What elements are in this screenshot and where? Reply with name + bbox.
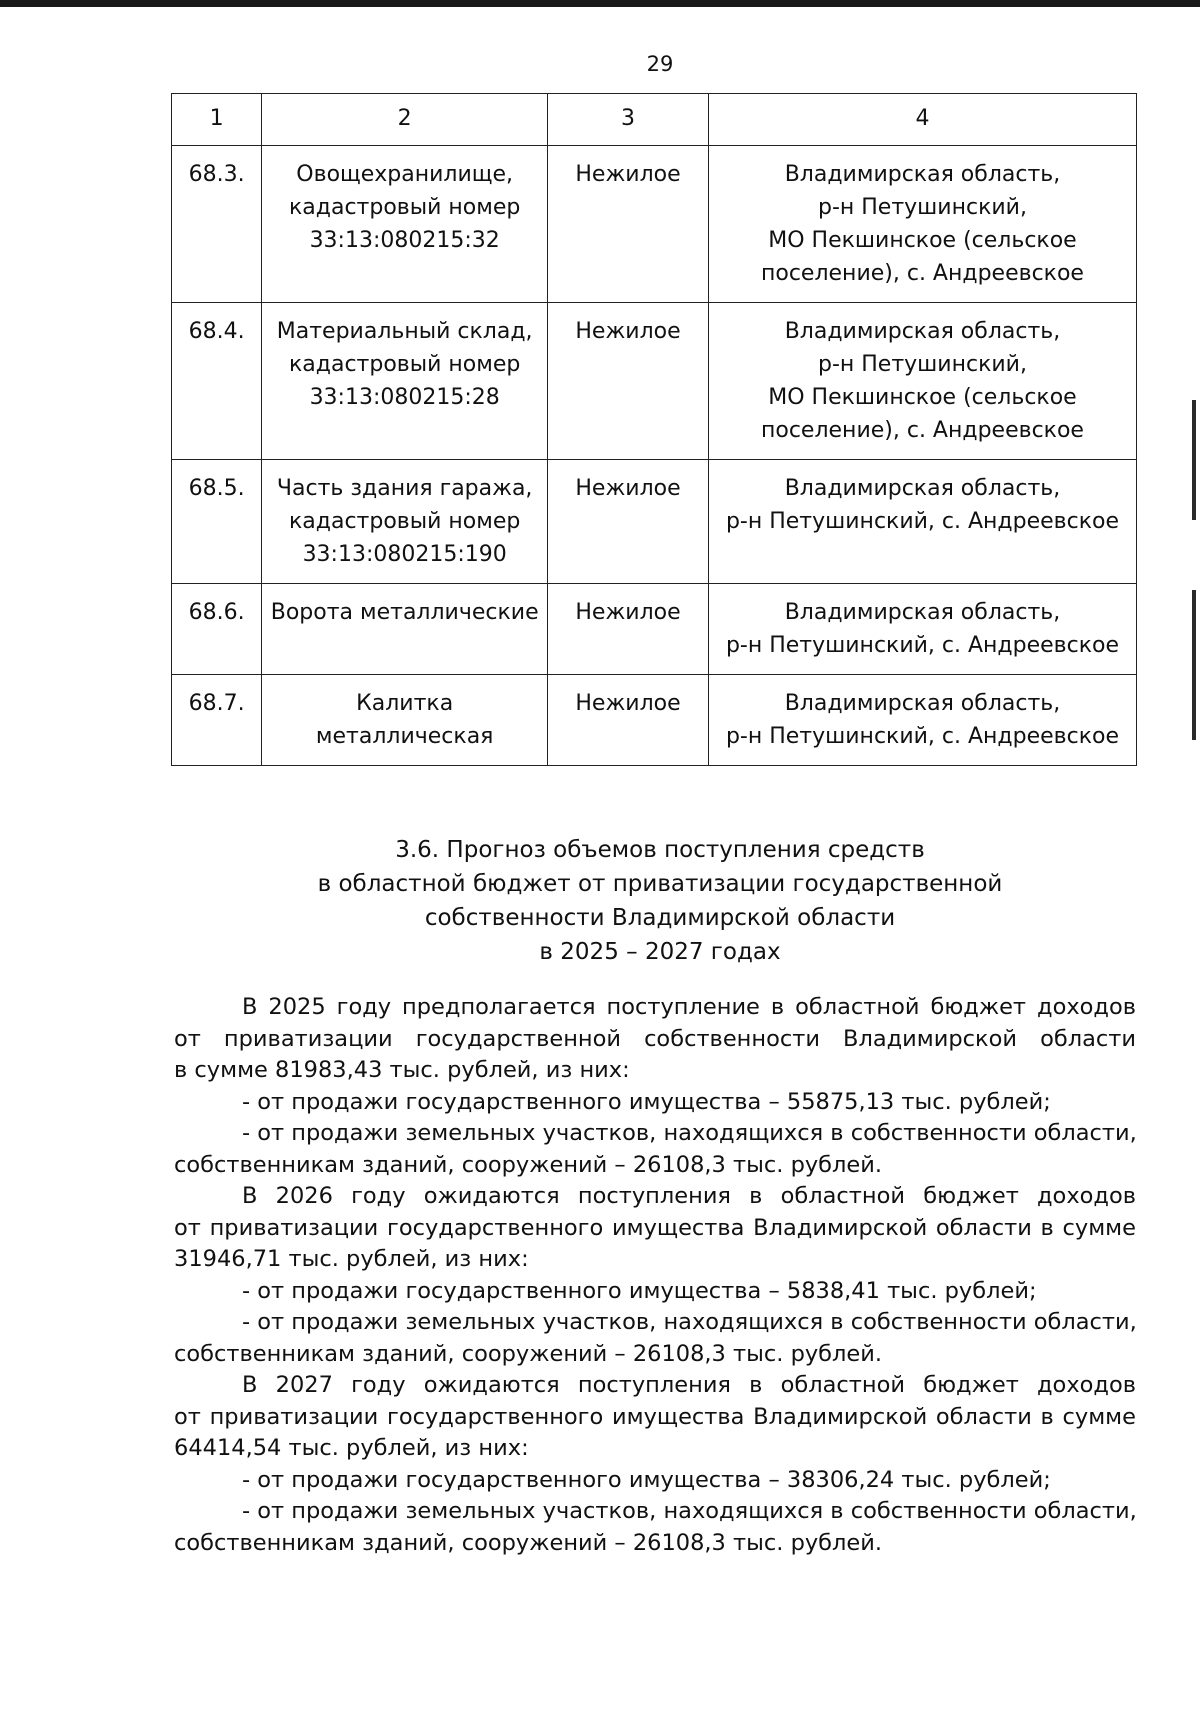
- section-title: [0, 833, 1200, 969]
- section-title-line: в 2025 – 2027 годах: [539, 939, 781, 965]
- object-name-line: Ворота металлические: [270, 600, 539, 625]
- address-line: МО Пекшинское (сельское: [768, 385, 1077, 410]
- object-type-cell: Нежилое: [548, 146, 709, 303]
- property-table: [171, 93, 1137, 766]
- table-row: [172, 303, 1137, 460]
- address-line: р-н Петушинский,: [817, 195, 1027, 220]
- object-name-cell: [262, 460, 548, 584]
- address-line: р-н Петушинский, с. Андреевское: [725, 509, 1120, 534]
- section-title-line: собственности Владимирской области: [424, 905, 896, 931]
- page-number: 29: [646, 52, 674, 76]
- object-type-cell: Нежилое: [548, 460, 709, 584]
- row-number-cell: 68.3.: [172, 146, 262, 303]
- row-number-cell: 68.4.: [172, 303, 262, 460]
- body-line: в сумме 81983,43 тыс. рублей, из них:: [174, 1057, 630, 1083]
- body-line: 64414,54 тыс. рублей, из них:: [174, 1435, 529, 1461]
- table-row: [172, 146, 1137, 303]
- address-line: Владимирская область,: [784, 691, 1061, 716]
- object-name-cell: [262, 675, 548, 766]
- table-row: [172, 460, 1137, 584]
- row-number-cell: 68.7.: [172, 675, 262, 766]
- body-line: - от продажи земельных участков, находящихся в собственности области,: [242, 1120, 1137, 1146]
- table-row: [172, 584, 1137, 675]
- object-name-line: Овощехранилище,: [296, 162, 514, 187]
- header-cell: 1: [172, 94, 262, 146]
- body-line: - от продажи земельных участков, находящихся в собственности области,: [242, 1309, 1137, 1335]
- header-cell: 2: [262, 94, 548, 146]
- object-name-line: 33:13:080215:32: [309, 228, 500, 253]
- object-name-line: кадастровый номер: [288, 195, 521, 220]
- header-cell: 3: [548, 94, 709, 146]
- address-cell: [708, 146, 1136, 303]
- body-line: В 2026 году ожидаются поступления в областной бюджет доходов: [242, 1183, 1136, 1209]
- body-line: собственникам зданий, сооружений – 26108,3 тыс. рублей.: [174, 1151, 883, 1178]
- body-line: - от продажи государственного имущества – 38306,24 тыс. рублей;: [242, 1466, 1051, 1493]
- address-line: МО Пекшинское (сельское: [768, 228, 1077, 253]
- scan-edge-mark: [1192, 400, 1196, 520]
- object-name-cell: [262, 303, 548, 460]
- scan-edge-mark: [1192, 590, 1196, 740]
- object-name-line: 33:13:080215:28: [309, 385, 500, 410]
- object-name-line: Калитка: [356, 691, 454, 716]
- address-line: Владимирская область,: [784, 319, 1061, 344]
- body-line: от приватизации государственного имущества Владимирской области в сумме: [174, 1214, 1136, 1241]
- table-row: [172, 675, 1137, 766]
- body-line: собственникам зданий, сооружений – 26108,3 тыс. рублей.: [174, 1529, 883, 1556]
- body-line: - от продажи государственного имущества – 5838,41 тыс. рублей;: [242, 1277, 1037, 1304]
- object-name-line: кадастровый номер: [288, 509, 521, 534]
- section-title-line: в областной бюджет от приватизации государственной: [317, 871, 1003, 897]
- table-header-row: [172, 94, 1137, 146]
- section-title-line: 3.6. Прогноз объемов поступления средств: [395, 837, 925, 863]
- row-number-cell: 68.6.: [172, 584, 262, 675]
- header-cell: 4: [708, 94, 1136, 146]
- object-type-cell: Нежилое: [548, 675, 709, 766]
- address-cell: [708, 675, 1136, 766]
- object-name-line: кадастровый номер: [288, 352, 521, 377]
- body-line: В 2025 году предполагается поступление в областной бюджет доходов: [242, 994, 1136, 1020]
- object-name-line: Часть здания гаража,: [276, 476, 533, 501]
- body-line: собственникам зданий, сооружений – 26108,3 тыс. рублей.: [174, 1340, 883, 1367]
- body-line: В 2027 году ожидаются поступления в областной бюджет доходов: [242, 1372, 1136, 1398]
- body-line: - от продажи земельных участков, находящихся в собственности области,: [242, 1498, 1137, 1524]
- address-line: Владимирская область,: [784, 476, 1061, 501]
- address-line: р-н Петушинский, с. Андреевское: [725, 633, 1120, 658]
- body-line: - от продажи государственного имущества – 55875,13 тыс. рублей;: [242, 1088, 1051, 1115]
- body-text: [174, 992, 1136, 1559]
- scan-top-border: [0, 0, 1200, 7]
- row-number-cell: 68.5.: [172, 460, 262, 584]
- address-line: Владимирская область,: [784, 600, 1061, 625]
- address-line: поселение), с. Андреевское: [760, 261, 1084, 286]
- address-cell: [708, 584, 1136, 675]
- object-name-cell: [262, 146, 548, 303]
- object-type-cell: Нежилое: [548, 303, 709, 460]
- body-line: от приватизации государственной собственности Владимирской области: [174, 1025, 1136, 1052]
- object-name-cell: [262, 584, 548, 675]
- address-line: р-н Петушинский,: [817, 352, 1027, 377]
- object-type-cell: Нежилое: [548, 584, 709, 675]
- address-cell: [708, 460, 1136, 584]
- object-name-line: 33:13:080215:190: [302, 542, 507, 567]
- body-line: 31946,71 тыс. рублей, из них:: [174, 1246, 529, 1272]
- object-name-line: Материальный склад,: [276, 319, 533, 344]
- address-cell: [708, 303, 1136, 460]
- object-name-line: металлическая: [315, 724, 494, 749]
- address-line: р-н Петушинский, с. Андреевское: [725, 724, 1120, 749]
- address-line: Владимирская область,: [784, 162, 1061, 187]
- body-line: от приватизации государственного имущества Владимирской области в сумме: [174, 1403, 1136, 1430]
- address-line: поселение), с. Андреевское: [760, 418, 1084, 443]
